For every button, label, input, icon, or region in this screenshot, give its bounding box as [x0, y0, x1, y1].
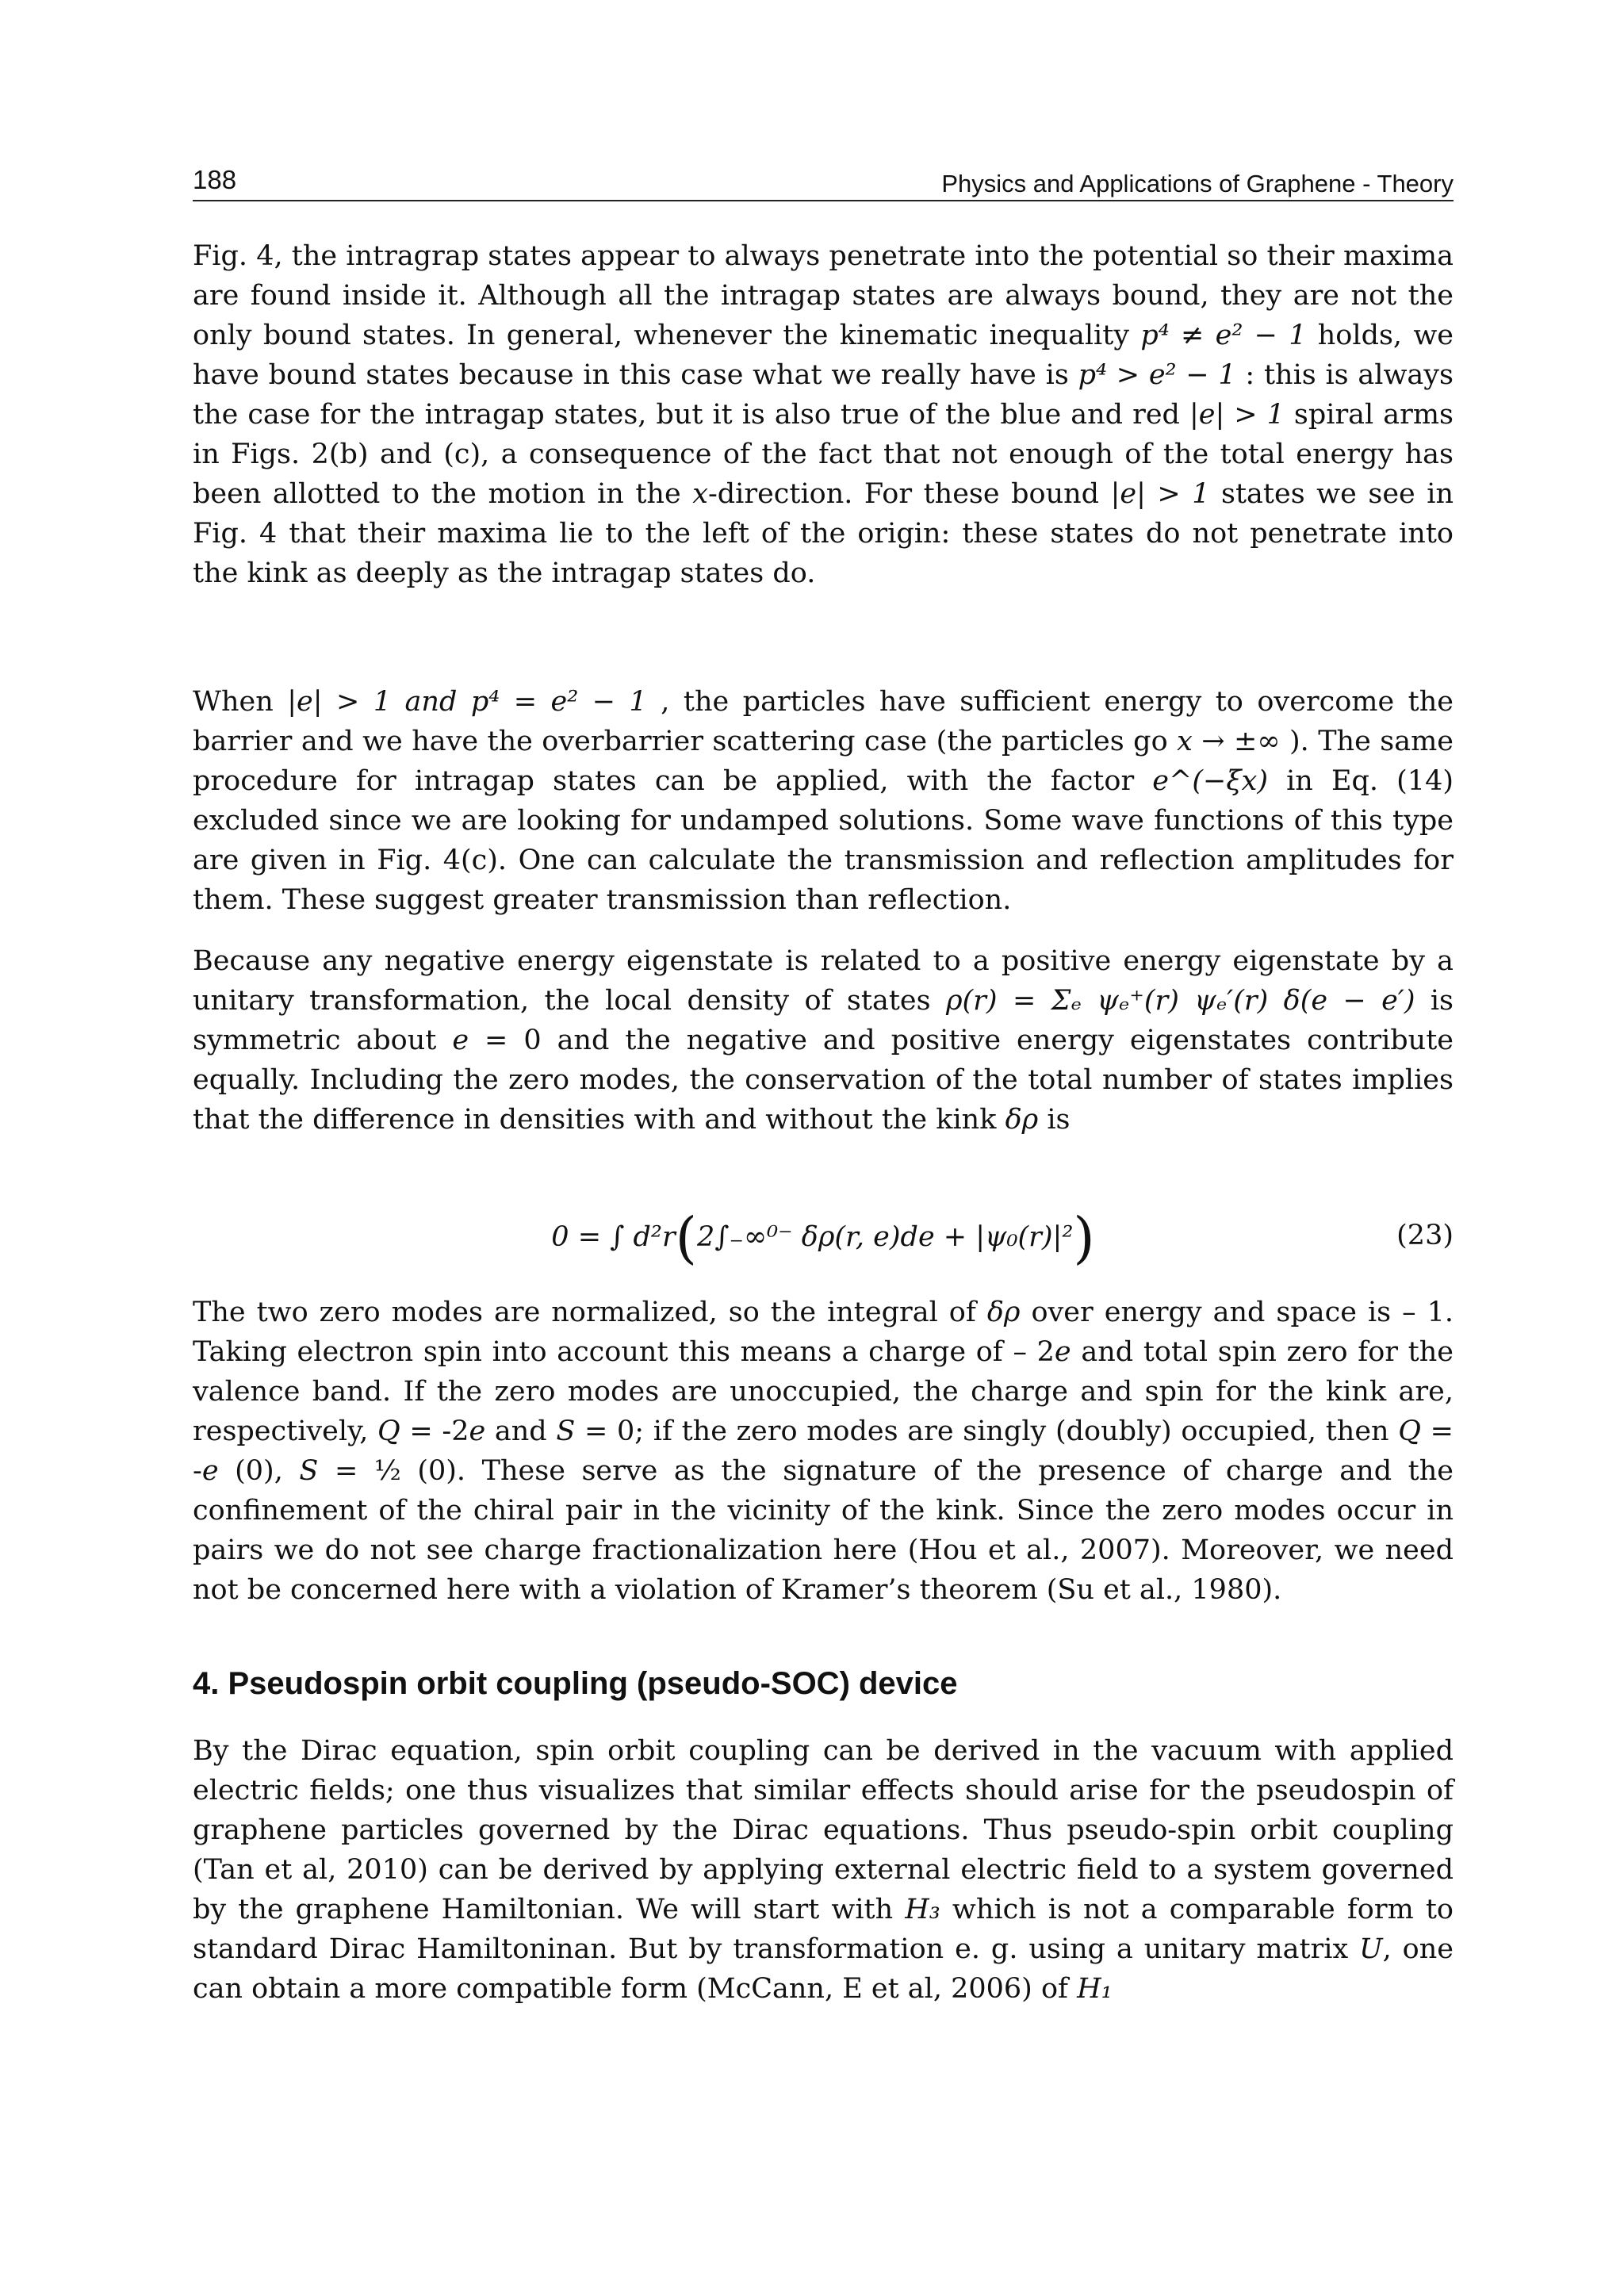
math-damping-factor: e^(−ξx): [1152, 765, 1268, 797]
math-local-density: ρ(r) = Σₑ ψₑ⁺(r) ψₑ′(r) δ(e − e′): [945, 985, 1415, 1017]
paragraph-intragap-states: Fig. 4, the intragrap states appear to always penetrate into the potential so their maxima are found inside it. Although all the intragap states are always bound, they are not the only bound states. In general, whenever the kinematic inequality p⁴ ≠ e² − 1 holds, we have bound states because in this case what we really have is p⁴ > e² − 1 : this is always the case for the intragap states, but it is also true of the blue and red |e| > 1 spiral arms in Figs. 2(b) and (c), a consequence of the fact that not enough of the total energy has been allotted to the motion in the x-direction. For these bound |e| > 1 states we see in Fig. 4 that their maxima lie to the left of the origin: these states do not penetrate into the kink as deeply as the intragap states do.: [193, 240, 1454, 589]
running-title: Physics and Applications of Graphene - Theory: [941, 170, 1454, 197]
math-condition: |e| > 1 and p⁴ = e² − 1: [287, 686, 647, 718]
paragraph-overbarrier-scattering: When |e| > 1 and p⁴ = e² − 1 , the particles have sufficient energy to overcome the barrier and we have the overbarrier scattering case (the particles go x → ±∞ ). The same procedure for intragap states can be applied, with the factor e^(−ξx) in Eq. (14) excluded since we are looking for undamped solutions. Some wave functions of this type are given in Fig. 4(c). One can calculate the transmission and reflection amplitudes for them. These suggest greater transmission than reflection.: [193, 686, 1454, 916]
page-header: [193, 163, 1454, 201]
math-delta-rho: δρ: [986, 1297, 1021, 1328]
equation-number: (23): [1396, 1220, 1454, 1251]
equation-body: 0 = ∫ d²r(2∫₋∞⁰⁻ δρ(r, e)de + |ψ₀(r)|²): [551, 1205, 1095, 1270]
math-inequality: p⁴ ≠ e² − 1: [1140, 320, 1307, 351]
math-delta-rho: δρ: [1005, 1104, 1039, 1136]
paragraph-density-of-states: Because any negative energy eigenstate is related to a positive energy eigenstate by a unitary transformation, the local density of states ρ(r) = Σₑ ψₑ⁺(r) ψₑ′(r) δ(e − e′) is symmetric about e = 0 and the negative and positive energy eigenstates contribute equally. Including the zero modes, the conservation of the total number of states implies that the difference in densities with and without the kink δρ is: [193, 945, 1454, 1136]
equation-23: [193, 1197, 1454, 1269]
page-number: 188: [193, 165, 237, 194]
math-inequality: p⁴ > e² − 1: [1078, 359, 1236, 391]
math-abs-e: |e| > 1: [1189, 399, 1285, 431]
paragraph-zero-modes: The two zero modes are normalized, so the integral of δρ over energy and space is – 1. Taking electron spin into account this means a charge of – 2e and total spin zero for the valence band. If the zero modes are unoccupied, the charge and spin for the kink are, respectively, Q = -2e and S = 0; if the zero modes are singly (doubly) occupied, then Q = -e (0), S = ½ (0). These serve as the signature of the presence of charge and the confinement of the chiral pair in the vicinity of the kink. Since the zero modes occur in pairs we do not see charge fractionalization here (Hou et al., 2007). Moreover, we need not be concerned here with a violation of Kramer’s theorem (Su et al., 1980).: [193, 1297, 1454, 1606]
section-heading: 4. Pseudospin orbit coupling (pseudo-SOC) device: [193, 1666, 958, 1701]
paragraph-pseudo-soc: By the Dirac equation, spin orbit coupling can be derived in the vacuum with applied electric fields; one thus visualizes that similar effects should arise for the pseudospin of graphene particles governed by the Dirac equations. Thus pseudo-spin orbit coupling (Tan et al, 2010) can be derived by applying external electric field to a system governed by the graphene Hamiltonian. We will start with H₃ which is not a comparable form to standard Dirac Hamiltoninan. But by transformation e. g. using a unitary matrix U, one can obtain a more compatible form (McCann, E et al, 2006) of H₁: [193, 1735, 1454, 2005]
math-abs-e: |e| > 1: [1110, 478, 1210, 510]
math-limit: x → ±∞: [1177, 726, 1281, 757]
